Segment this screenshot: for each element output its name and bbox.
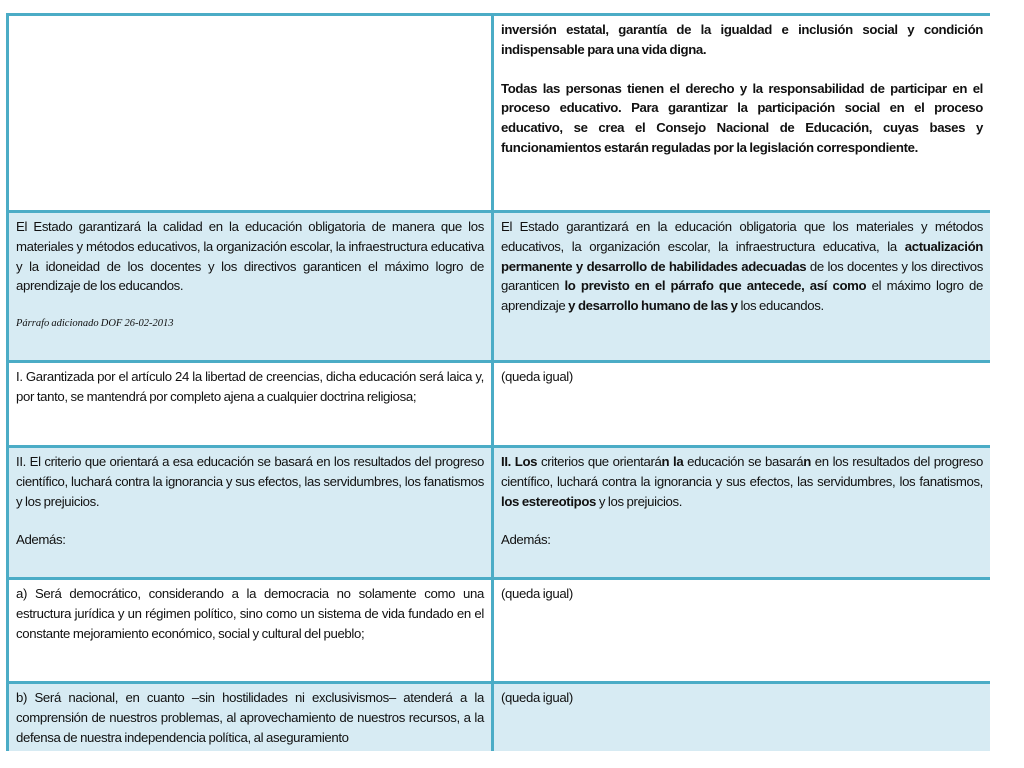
table-row	[8, 579, 991, 683]
proposed-text-cell	[493, 15, 991, 212]
text-run: Además:	[16, 532, 66, 548]
paragraph	[16, 530, 484, 550]
paragraph	[501, 584, 983, 604]
paragraph	[501, 452, 983, 511]
text-run: El Estado garantizará la calidad en la educación obligatoria de manera que los materiales y métodos educativos, la organización escolar, la infraestructura educativa y la idoneidad de los docentes y los directivos garanticen el máximo logro de aprendizaje de los educandos.	[16, 219, 484, 294]
proposed-text-cell	[493, 579, 991, 683]
bold-text-run: II. Los	[501, 454, 538, 469]
text-run: (queda igual)	[501, 369, 573, 384]
current-text-cell	[8, 362, 493, 447]
paragraph	[501, 217, 983, 316]
amendment-note: Párrafo adicionado DOF 26-02-2013	[16, 318, 174, 330]
bold-text-run: lo previsto en el párrafo que antecede, así como	[564, 278, 867, 294]
text-run: el máximo logro de aprendizaje	[501, 278, 983, 314]
document-page	[6, 13, 990, 751]
text-run: criterios que orientará	[537, 454, 662, 469]
bold-text-run: n la	[661, 454, 684, 469]
text-run: de los docentes y los directivos garanticen	[501, 258, 983, 294]
text-run: educación se basará	[683, 454, 804, 469]
text-run: los educandos.	[737, 298, 824, 314]
paragraph	[16, 367, 484, 407]
text-run: (queda igual)	[501, 690, 573, 705]
current-text-cell	[8, 212, 493, 362]
text-run: en los resultados del progreso científico, luchará contra la ignorancia y sus efectos, las servidumbres, los fanatismos,	[501, 454, 983, 489]
proposed-text-cell	[493, 212, 991, 362]
bold-text-run: y desarrollo humano de las y	[568, 298, 738, 314]
text-run: Además:	[501, 532, 551, 548]
paragraph	[16, 452, 484, 511]
paragraph	[501, 20, 983, 60]
paragraph	[501, 79, 983, 158]
paragraph	[501, 367, 983, 387]
proposed-text-cell	[493, 447, 991, 579]
table-row	[8, 362, 991, 447]
paragraph	[501, 530, 983, 550]
table-row	[8, 447, 991, 579]
text-run: y los prejuicios.	[596, 493, 683, 509]
current-text-cell	[8, 579, 493, 683]
bold-text-run: actualización permanente y desarrollo de habilidades adecuadas	[501, 238, 983, 274]
bold-text-run: Todas las personas tienen el derecho y la responsabilidad de participar en el proceso educativo. Para garantizar la participación social en el proceso educativo, se crea el Consejo Nacional de Educación, cuyas bases y funcionamientos estarán reguladas por la legislación correspondiente.	[501, 80, 983, 155]
proposed-text-cell	[493, 683, 991, 752]
table-row	[8, 212, 991, 362]
text-run: El Estado garantizará en la educación obligatoria que los materiales y métodos educativos, la organización escolar, la infraestructura educativa, la	[501, 219, 983, 254]
paragraph	[16, 584, 484, 643]
table-row	[8, 15, 991, 212]
current-text-cell	[8, 683, 493, 752]
text-run: a) Será democrático, considerando a la democracia no solamente como una estructura jurídica y un régimen político, sino como un sistema de vida fundado en el constante mejoramiento económico, social y cultural del pueblo;	[16, 586, 484, 641]
bold-text-run: n	[803, 454, 811, 469]
paragraph	[501, 688, 983, 708]
text-run: II. El criterio que orientará a esa educación se basará en los resultados del progreso científico, luchará contra la ignorancia y sus efectos, las servidumbres, los fanatismos y los prejuicios.	[16, 454, 484, 509]
proposed-text-cell	[493, 362, 991, 447]
paragraph	[16, 688, 484, 747]
current-text-cell	[8, 15, 493, 212]
bold-text-run: los estereotipos	[501, 493, 597, 509]
table-row	[8, 683, 991, 752]
current-text-cell	[8, 447, 493, 579]
text-run: b) Será nacional, en cuanto –sin hostilidades ni exclusivismos– atenderá a la comprensión de nuestros problemas, al aprovechamiento de nuestros recursos, a la defensa de nuestra independencia política, al aseguramiento	[16, 690, 484, 745]
text-run: I. Garantizada por el artículo 24 la libertad de creencias, dicha educación será laica y, por tanto, se mantendrá por completo ajena a cualquier doctrina religiosa;	[16, 369, 484, 404]
paragraph	[16, 217, 484, 296]
text-run: (queda igual)	[501, 586, 573, 601]
comparison-table	[6, 13, 990, 751]
bold-text-run: inversión estatal, garantía de la igualdad e inclusión social y condición indispensable para una vida digna.	[501, 22, 983, 57]
